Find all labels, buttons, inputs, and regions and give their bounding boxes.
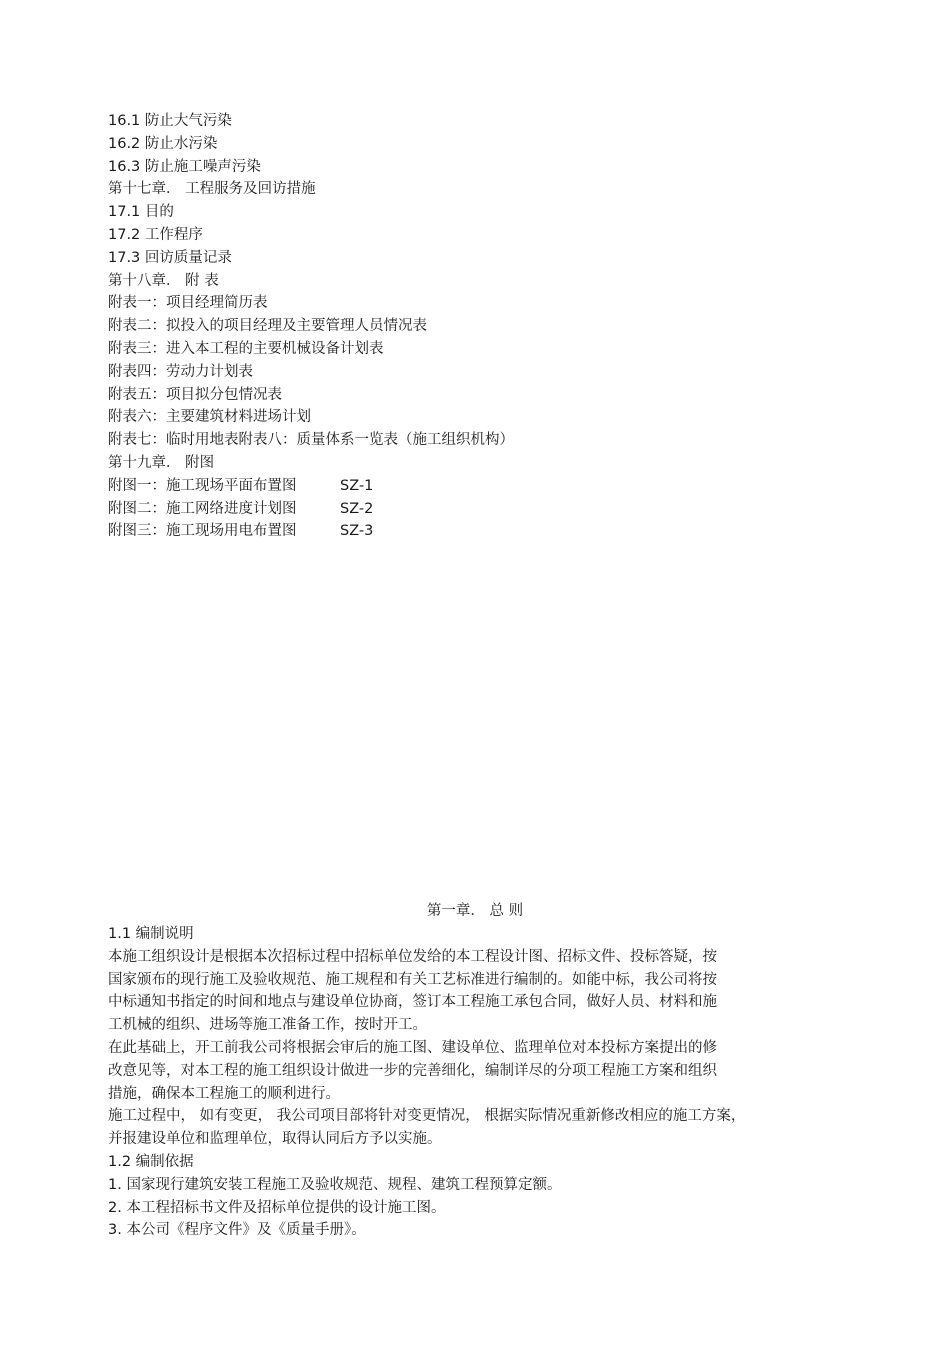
paragraph-line: 措施，确保本工程施工的顺利进行。 — [108, 1085, 340, 1102]
toc-chapter-heading: 第十七章． 工程服务及回访措施 — [108, 181, 316, 198]
section-heading: 1.2 编制依据 — [108, 1153, 194, 1170]
chapter-one-section — [108, 899, 828, 1242]
paragraph-line: 工机械的组织、进场等施工准备工作，按时开工。 — [108, 1017, 427, 1034]
table-of-contents — [108, 110, 868, 543]
toc-line: 16.1 防止大气污染 — [108, 113, 232, 129]
toc-line: 16.3 防止施工噪声污染 — [108, 158, 261, 175]
figure-label: 附图一：施工现场平面布置图 — [108, 477, 297, 494]
toc-figure-line — [108, 520, 868, 543]
toc-line: 附表六：主要建筑材料进场计划 — [108, 409, 311, 426]
paragraph-line: 改意见等，对本工程的施工组织设计做进一步的完善细化，编制详尽的分项工程施工方案和组织 — [108, 1062, 717, 1079]
toc-chapter-heading: 第十八章． 附 表 — [108, 272, 219, 289]
toc-line: 17.1 目的 — [108, 204, 174, 221]
section-heading: 1.1 编制说明 — [108, 926, 194, 942]
figure-label: 附图二：施工网络进度计划图 — [108, 500, 297, 517]
paragraph-line: 国家颁布的现行施工及验收规范、施工规程和有关工艺标准进行编制的。如能中标，我公司将按 — [108, 971, 717, 988]
toc-line: 17.2 工作程序 — [108, 226, 203, 243]
paragraph-line: 施工过程中， 如有变更， 我公司项目部将针对变更情况， 根据实际情况重新修改相应的施工方案， — [108, 1108, 746, 1125]
toc-line: 17.3 回访质量记录 — [108, 249, 232, 266]
list-item: 1. 国家现行建筑安装工程施工及验收规范、规程、建筑工程预算定额。 — [108, 1176, 562, 1193]
toc-figure-line — [108, 475, 868, 498]
chapter-title: 第一章． 总 则 — [426, 903, 524, 919]
toc-line: 附表四：劳动力计划表 — [108, 363, 253, 380]
toc-line: 附表一：项目经理简历表 — [108, 295, 268, 312]
paragraph-line: 本施工组织设计是根据本次招标过程中招标单位发给的本工程设计图、招标文件、投标答疑，按 — [108, 948, 717, 965]
list-item: 3. 本公司《程序文件》及《质量手册》。 — [108, 1222, 366, 1239]
paragraph-line: 中标通知书指定的时间和地点与建设单位协商，签订本工程施工承包合同，做好人员、材料和施 — [108, 994, 717, 1011]
toc-figure-line — [108, 498, 868, 521]
toc-chapter-heading: 第十九章． 附图 — [108, 454, 215, 471]
toc-line: 附表二：拟投入的项目经理及主要管理人员情况表 — [108, 318, 427, 335]
paragraph-line: 在此基础上，开工前我公司将根据会审后的施工图、建设单位、监理单位对本投标方案提出的修 — [108, 1039, 717, 1056]
toc-line: 附表五：项目拟分包情况表 — [108, 386, 282, 403]
toc-line: 附表七：临时用地表附表八：质量体系一览表（施工组织机构） — [108, 432, 514, 449]
paragraph-line: 并报建设单位和监理单位，取得认同后方予以实施。 — [108, 1131, 442, 1148]
toc-line: 16.2 防止水污染 — [108, 135, 218, 152]
figure-code: SZ-3 — [340, 523, 374, 540]
figure-code: SZ-2 — [340, 500, 374, 517]
figure-code: SZ-1 — [340, 477, 374, 494]
figure-label: 附图三：施工现场用电布置图 — [108, 523, 297, 540]
list-item: 2. 本工程招标书文件及招标单位提供的设计施工图。 — [108, 1199, 446, 1216]
toc-line: 附表三：进入本工程的主要机械设备计划表 — [108, 340, 384, 357]
